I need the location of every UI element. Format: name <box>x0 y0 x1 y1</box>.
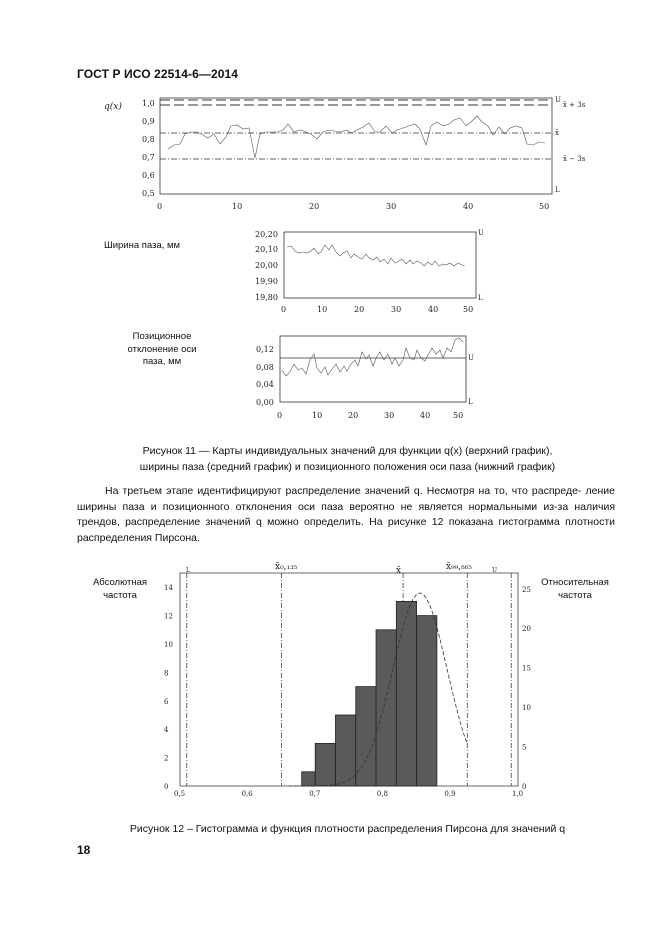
bottom-chart-y-ticks <box>256 345 274 407</box>
top-chart-y-ticks <box>142 99 155 198</box>
histogram-top-labels <box>186 562 497 576</box>
svg-text:0,5: 0,5 <box>142 189 155 198</box>
svg-text:1,0: 1,0 <box>142 99 155 108</box>
svg-text:U: U <box>478 229 484 237</box>
bottom-chart-label: Позиционное отклонение оси паза, мм <box>127 331 197 367</box>
histogram-bar <box>302 772 316 786</box>
figure11-bottom-chart <box>250 330 500 424</box>
svg-text:30: 30 <box>386 202 397 211</box>
x-tick-label: 0,6 <box>241 790 253 798</box>
page-number: 18 <box>77 843 91 857</box>
svg-text:0,12: 0,12 <box>256 345 274 354</box>
svg-text:0,08: 0,08 <box>256 363 274 372</box>
histogram-x-ticks <box>174 790 523 798</box>
svg-text:0: 0 <box>157 202 163 211</box>
svg-text:0,04: 0,04 <box>256 380 274 389</box>
svg-text:0,9: 0,9 <box>142 117 155 126</box>
y-left-tick-label: 6 <box>164 697 169 706</box>
x-tick-label: 1,0 <box>512 790 524 798</box>
svg-text:x̄ − 3s: x̄ − 3s <box>563 155 586 163</box>
y-right-tick-label: 20 <box>522 625 531 634</box>
svg-text:20,00: 20,00 <box>255 261 278 270</box>
histogram-bar <box>315 743 335 786</box>
svg-text:x̄ + 3s: x̄ + 3s <box>563 101 586 109</box>
svg-text:x̄₉₉,₈₆₅: x̄₉₉,₈₆₅ <box>446 562 472 572</box>
x-tick-label: 0,8 <box>376 790 388 798</box>
svg-text:10: 10 <box>317 305 328 314</box>
svg-text:U: U <box>468 354 474 362</box>
svg-text:40: 40 <box>420 411 431 420</box>
y-left-tick-label: 10 <box>164 641 173 649</box>
histogram-bar <box>376 630 396 786</box>
svg-text:20,10: 20,10 <box>255 245 278 254</box>
y-right-tick-label: 10 <box>522 704 531 713</box>
middle-chart-label: Ширина паза, мм <box>104 240 181 251</box>
x-tick-label: 0,9 <box>444 790 456 798</box>
svg-text:20: 20 <box>354 305 365 314</box>
y-right-tick-label: 5 <box>522 743 527 752</box>
svg-text:L: L <box>468 398 473 406</box>
middle-chart-y-ticks <box>255 230 278 302</box>
x-tick-label: 0,5 <box>174 790 186 798</box>
y-left-tick-label: 14 <box>164 584 173 593</box>
y-right-tick-label: 15 <box>522 664 531 673</box>
svg-text:0: 0 <box>277 411 283 420</box>
y-left-tick-label: 8 <box>164 669 169 678</box>
histogram-y-left-ticks <box>164 584 173 791</box>
figure11-caption: Рисунок 11 — Карты индивидуальных значений для функции q(x) (верхний график), ширины паза (средний график) и позиционного положения оси паза (нижний график) <box>139 445 556 473</box>
svg-text:40: 40 <box>428 305 439 314</box>
svg-text:30: 30 <box>391 305 402 314</box>
y-left-tick-label: 4 <box>164 726 169 735</box>
figure12-caption: Рисунок 12 – Гистограмма и функция плотности распределения Пирсона для значений q <box>129 823 566 835</box>
svg-text:19,90: 19,90 <box>255 277 278 286</box>
y-right-tick-label: 25 <box>522 585 531 594</box>
middle-chart-x-ticks <box>281 305 473 314</box>
y-right-tick-label: 0 <box>522 783 527 791</box>
document-header: ГОСТ Р ИСО 22514-6—2014 <box>77 67 239 81</box>
histogram-right-label: Относительная частота <box>541 577 609 601</box>
top-chart-ylabel: q(x) <box>104 102 122 112</box>
middle-chart-right-labels <box>478 229 484 302</box>
svg-text:x̄: x̄ <box>396 566 402 576</box>
bottom-chart-right-labels <box>468 354 474 406</box>
svg-text:L: L <box>186 567 190 574</box>
svg-text:40: 40 <box>463 202 474 211</box>
figure11-top-chart <box>90 92 610 212</box>
x-tick-label: 0,7 <box>309 790 321 798</box>
histogram-y-right-ticks <box>522 586 531 791</box>
svg-text:19,80: 19,80 <box>255 293 278 302</box>
histogram-left-label: Абсолютная частота <box>92 577 148 601</box>
y-left-tick-label: 0 <box>164 783 169 791</box>
top-chart-x-ticks <box>157 202 549 211</box>
svg-text:20,20: 20,20 <box>255 230 278 239</box>
svg-text:50: 50 <box>463 305 474 314</box>
histogram-bar <box>396 601 416 786</box>
svg-text:10: 10 <box>312 411 323 420</box>
svg-text:0,6: 0,6 <box>142 171 155 180</box>
svg-text:U: U <box>492 567 498 574</box>
y-left-tick-label: 12 <box>164 612 173 621</box>
svg-text:50: 50 <box>453 411 464 420</box>
svg-text:L: L <box>555 186 560 194</box>
figure11-middle-chart <box>250 226 500 318</box>
histogram-bar <box>417 616 437 786</box>
y-left-tick-label: 2 <box>164 754 169 763</box>
svg-text:10: 10 <box>232 202 243 211</box>
svg-text:U: U <box>555 96 561 104</box>
svg-text:0,00: 0,00 <box>256 398 274 407</box>
histogram-bar <box>335 715 355 786</box>
svg-text:50: 50 <box>539 202 550 211</box>
svg-text:x̄: x̄ <box>555 129 559 137</box>
top-chart-right-labels <box>555 96 586 194</box>
figure12-histogram <box>150 558 530 808</box>
svg-text:20: 20 <box>348 411 359 420</box>
svg-text:x̄₀,₁₃₅: x̄₀,₁₃₅ <box>275 562 298 572</box>
svg-text:0,7: 0,7 <box>142 153 155 162</box>
svg-text:30: 30 <box>384 411 395 420</box>
svg-text:L: L <box>478 294 483 302</box>
svg-text:20: 20 <box>309 202 320 211</box>
bottom-chart-x-ticks <box>277 411 463 420</box>
body-paragraph: На третьем этапе идентифицируют распределение значений q. Несмотря на то, что распреде- ление ширины паза и позиционного отклонения оси паза вероятно не является нормальными из-за наличия трендов, распределение значений q можно определить. На рисунке 12 показана гистограмма плотности распределения Пирсона. <box>77 485 616 544</box>
svg-text:0,8: 0,8 <box>142 135 155 144</box>
svg-text:0: 0 <box>281 305 287 314</box>
